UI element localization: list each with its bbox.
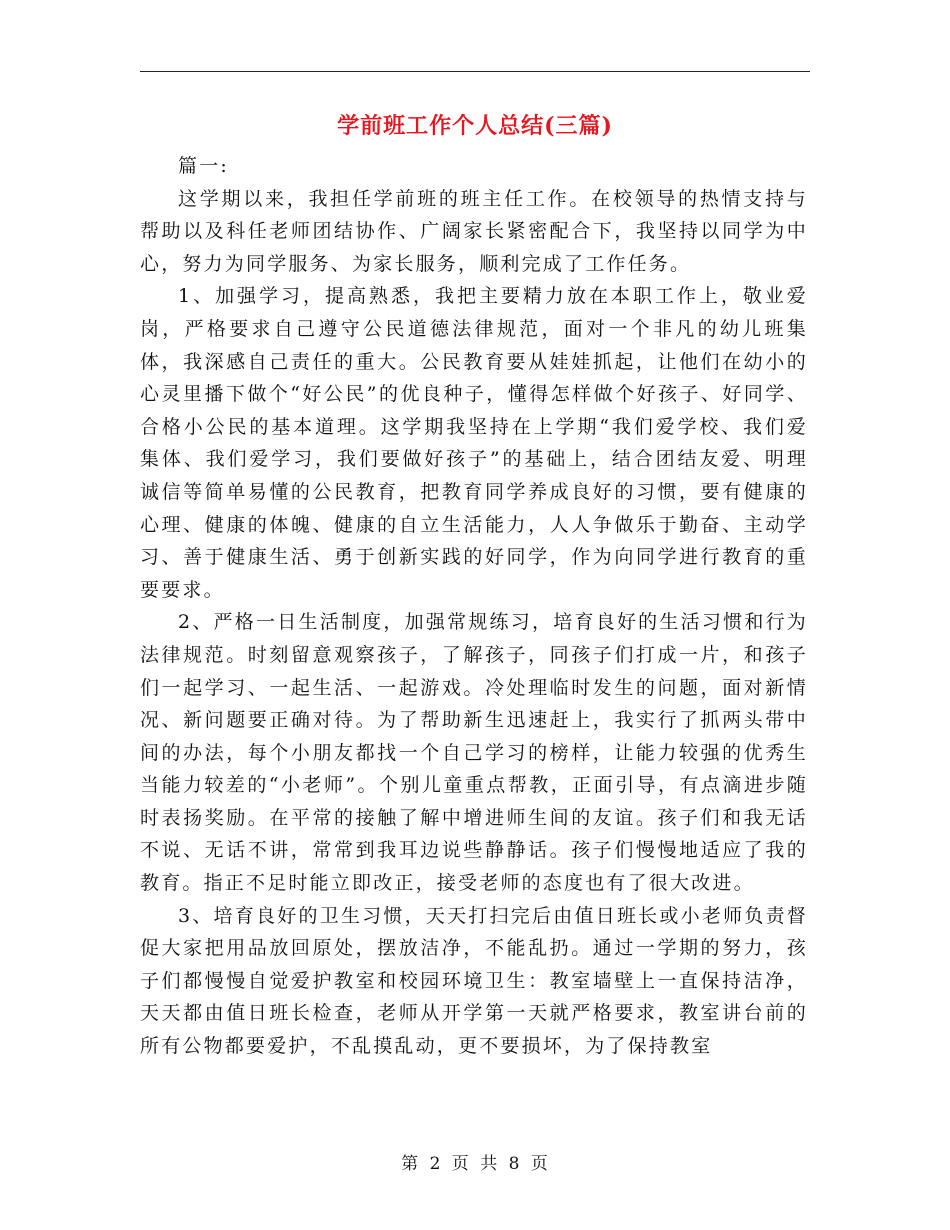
section-label: 篇一: bbox=[178, 155, 230, 177]
paragraph-1: 1、加强学习，提高熟悉，我把主要精力放在本职工作上，敬业爱岗，严格要求自己遵守公民道德法律规范，面对一个非凡的幼儿班集体，我深感自己责任的重大。公民教育要从娃娃抓起，让他们在幼小的心灵里播下做个“好公民”的优良种子，懂得怎样做个好孩子、好同学、合格小公民的基本道理。这学期我坚持在上学期“我们爱学校、我们爱集体、我们爱学习，我们要做好孩子”的基础上，结合团结友爱、明理诚信等简单易懂的公民教育，把教育同学养成良好的习惯，要有健康的心理、健康的体魄、健康的自立生活能力，人人争做乐于勤奋、主动学习、善于健康生活、勇于创新实践的好同学，作为向同学进行教育的重要要求。 bbox=[140, 285, 808, 601]
header-rule bbox=[140, 71, 810, 72]
page-footer: 第 2 页 共 8 页 bbox=[401, 1154, 549, 1174]
document-body bbox=[140, 150, 808, 1063]
paragraph-2: 2、严格一日生活制度，加强常规练习，培育良好的生活习惯和行为法律规范。时刻留意观察孩子，了解孩子，同孩子们打成一片，和孩子们一起学习、一起生活、一起游戏。冷处理临时发生的问题，面对新情况、新问题要正确对待。为了帮助新生迅速赶上，我实行了抓两头带中间的办法，每个小朋友都找一个自己学习的榜样，让能力较强的优秀生当能力较差的“小老师”。个别儿童重点帮教，正面引导，有点滴进步随时表扬奖励。在平常的接触了解中增进师生间的友谊。孩子们和我无话不说、无话不讲，常常到我耳边说些静静话。孩子们慢慢地适应了我的教育。指正不足时能立即改正，接受老师的态度也有了很大改进。 bbox=[140, 611, 808, 895]
paragraph-intro: 这学期以来，我担任学前班的班主任工作。在校领导的热情支持与帮助以及科任老师团结协作、广阔家长紧密配合下，我坚持以同学为中心，努力为同学服务、为家长服务，顺利完成了工作任务。 bbox=[140, 187, 808, 275]
paragraph-3: 3、培育良好的卫生习惯，天天打扫完后由值日班长或小老师负责督促大家把用品放回原处，摆放洁净，不能乱扔。通过一学期的努力，孩子们都慢慢自觉爱护教室和校园环境卫生：教室墙壁上一直保持洁净，天天都由值日班长检查，老师从开学第一天就严格要求，教室讲台前的所有公物都要爱护，不乱摸乱动，更不要损坏，为了保持教室 bbox=[140, 904, 808, 1058]
document-title: 学前班工作个人总结(三篇) bbox=[337, 113, 613, 139]
